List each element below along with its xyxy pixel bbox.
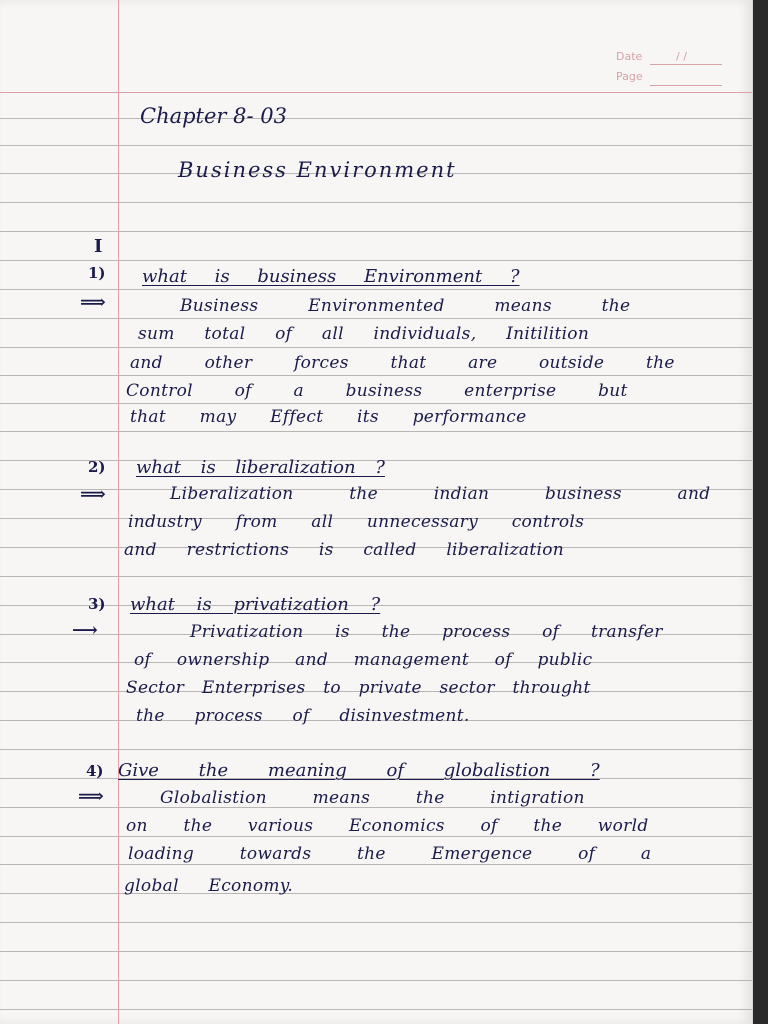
ruled-line: [0, 375, 752, 376]
ruled-line: [0, 980, 752, 981]
section-marker: I: [94, 236, 103, 257]
question-number: 2): [88, 458, 106, 476]
answer-line: Control of a business enterprise but: [126, 381, 628, 401]
question-text: Give the meaning of globalistion ?: [118, 760, 600, 781]
question-text: what is business Environment ?: [142, 266, 520, 287]
chapter-subject: Business Environment: [178, 158, 457, 182]
answer-line: on the various Economics of the world: [126, 816, 649, 836]
answer-arrow: ⟹: [80, 292, 106, 313]
ruled-line: [0, 1009, 752, 1010]
answer-line: sum total of all individuals, Initilition: [138, 324, 590, 344]
ruled-line: [0, 864, 752, 865]
answer-line: and other forces that are outside the: [130, 353, 675, 373]
answer-line: Privatization is the process of transfer: [190, 622, 663, 642]
ruled-line: [0, 202, 752, 203]
top-margin-rule: [0, 92, 752, 93]
ruled-line: [0, 749, 752, 750]
date-value: / /: [676, 50, 687, 63]
answer-line: Sector Enterprises to private sector throught: [126, 678, 591, 698]
question-text: what is liberalization ?: [136, 457, 385, 478]
margin-line: [118, 0, 119, 1024]
answer-line: and restrictions is called liberalization: [124, 540, 565, 560]
ruled-line: [0, 145, 752, 146]
chapter-title: Chapter 8- 03: [140, 104, 287, 128]
question-number: 1): [88, 264, 106, 282]
ruled-line: [0, 431, 752, 432]
answer-line: of ownership and management of public: [134, 650, 593, 670]
ruled-line: [0, 403, 752, 404]
ruled-line: [0, 318, 752, 319]
ruled-line: [0, 836, 752, 837]
ruled-line: [0, 260, 752, 261]
page-underline: [650, 85, 722, 86]
date-underline: [650, 64, 722, 65]
ruled-line: [0, 576, 752, 577]
answer-line: that may Effect its performance: [130, 407, 527, 427]
ruled-line: [0, 231, 752, 232]
ruled-line: [0, 289, 752, 290]
ruled-line: [0, 118, 752, 119]
answer-arrow: ⟹: [80, 484, 106, 505]
answer-line: the process of disinvestment.: [136, 706, 470, 726]
date-label: Date: [616, 50, 643, 63]
answer-line: Business Environmented means the: [180, 296, 631, 316]
answer-arrow: ⟶: [72, 620, 98, 641]
ruled-line: [0, 347, 752, 348]
answer-line: Liberalization the indian business and: [170, 484, 711, 504]
ruled-line: [0, 951, 752, 952]
answer-line: Globalistion means the intigration: [160, 788, 585, 808]
answer-arrow: ⟹: [78, 786, 104, 807]
answer-line: industry from all unnecessary controls: [128, 512, 585, 532]
answer-line: loading towards the Emergence of a: [128, 844, 652, 864]
question-number: 3): [88, 595, 106, 613]
answer-line: global Economy.: [124, 876, 294, 896]
question-text: what is privatization ?: [130, 594, 381, 615]
page-label: Page: [616, 70, 643, 83]
question-number: 4): [86, 762, 104, 780]
ruled-line: [0, 922, 752, 923]
ruled-line: [0, 893, 752, 894]
